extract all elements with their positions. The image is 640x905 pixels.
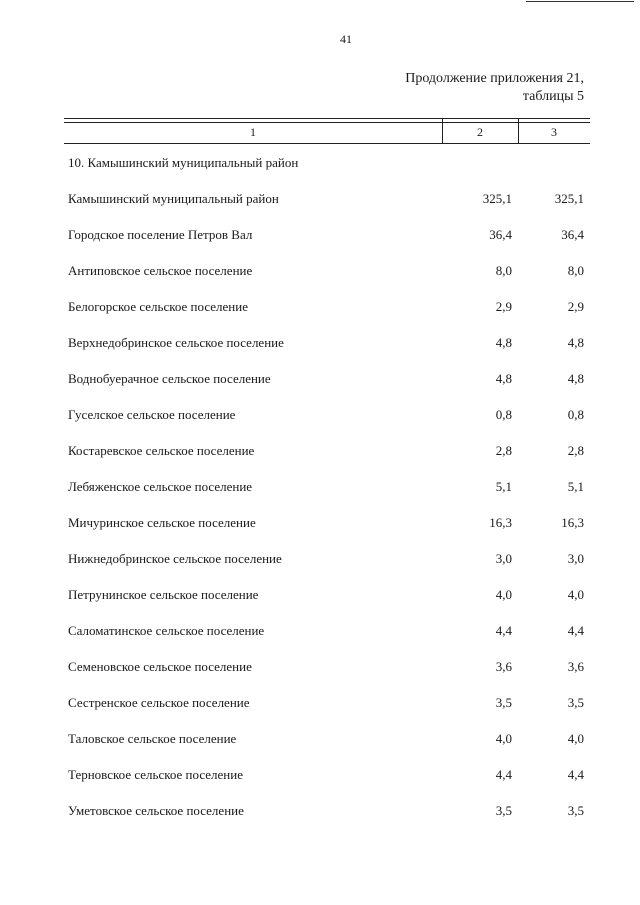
table-row: [0, 334, 640, 352]
row-value-col3: 3,6: [567, 659, 584, 674]
row-value-col3: 36,4: [561, 227, 584, 242]
table-row: [0, 694, 640, 712]
row-value-col3: 16,3: [561, 515, 584, 530]
row-name: Костаревское сельское поселение: [68, 443, 255, 458]
row-value-col2: 3,5: [495, 803, 512, 818]
row-name: Таловское сельское поселение: [68, 731, 237, 746]
table-row: [0, 370, 640, 388]
table-row: [0, 802, 640, 820]
row-value-col3: 2,8: [567, 443, 584, 458]
row-value-col2: 8,0: [495, 263, 512, 278]
table-row: [0, 730, 640, 748]
table-row: [0, 190, 640, 208]
row-value-col2: 2,8: [495, 443, 512, 458]
row-value-col3: 0,8: [567, 407, 584, 422]
top-corner-rule: [526, 1, 634, 2]
row-value-col2: 325,1: [482, 191, 512, 206]
row-value-col2: 2,9: [495, 299, 512, 314]
row-value-col2: 4,8: [495, 335, 512, 350]
row-value-col3: 4,8: [567, 371, 584, 386]
table-row: [0, 406, 640, 424]
column-header-2: 2: [477, 125, 483, 139]
row-value-col3: 325,1: [554, 191, 584, 206]
row-value-col2: 0,8: [495, 407, 512, 422]
column-header-1: 1: [250, 125, 256, 139]
row-name: Саломатинское сельское поселение: [68, 623, 265, 638]
row-value-col3: 2,9: [567, 299, 584, 314]
table-row: [0, 622, 640, 640]
table-row: [0, 478, 640, 496]
header-bottom-rule: [64, 143, 590, 144]
table-row: [0, 514, 640, 532]
row-value-col2: 4,4: [495, 623, 512, 638]
row-name: Мичуринское сельское поселение: [68, 515, 256, 530]
page-number: 41: [340, 32, 352, 46]
row-name: Терновское сельское поселение: [68, 767, 243, 782]
appendix-heading-line1: Продолжение приложения 21,: [405, 71, 584, 86]
column-header-3: 3: [551, 125, 557, 139]
table-row: [0, 766, 640, 784]
table-row: [0, 298, 640, 316]
row-value-col2: 3,0: [495, 551, 512, 566]
appendix-heading: [405, 70, 584, 106]
row-value-col3: 4,0: [567, 587, 584, 602]
row-value-col3: 5,1: [567, 479, 584, 494]
appendix-heading-line2: таблицы 5: [522, 89, 584, 104]
row-name: Уметовское сельское поселение: [68, 803, 244, 818]
table-row: [0, 550, 640, 568]
row-name: Воднобуерачное сельское поселение: [68, 371, 271, 386]
row-value-col2: 4,8: [495, 371, 512, 386]
table-row: [0, 226, 640, 244]
row-name: Городское поселение Петров Вал: [68, 227, 253, 242]
row-name: Гуселское сельское поселение: [68, 407, 236, 422]
row-value-col2: 16,3: [489, 515, 512, 530]
row-name: Лебяженское сельское поселение: [68, 479, 253, 494]
row-value-col3: 8,0: [567, 263, 584, 278]
table-header: [64, 118, 590, 144]
row-name: Семеновское сельское поселение: [68, 659, 252, 674]
row-name: Петрунинское сельское поселение: [68, 587, 259, 602]
row-value-col2: 36,4: [489, 227, 512, 242]
row-value-col3: 3,5: [567, 695, 584, 710]
row-value-col2: 5,1: [495, 479, 512, 494]
row-name: Антиповское сельское поселение: [68, 263, 253, 278]
section-title: 10. Камышинский муниципальный район: [68, 155, 299, 170]
table-row: [0, 442, 640, 460]
row-name: Камышинский муниципальный район: [68, 191, 279, 206]
row-value-col3: 3,0: [567, 551, 584, 566]
row-name: Сестренское сельское поселение: [68, 695, 250, 710]
row-value-col2: 3,6: [495, 659, 512, 674]
row-value-col3: 4,4: [567, 623, 584, 638]
row-value-col3: 4,0: [567, 731, 584, 746]
table-row: [0, 262, 640, 280]
row-value-col3: 4,4: [567, 767, 584, 782]
row-value-col2: 4,0: [495, 731, 512, 746]
row-name: Белогорское сельское поселение: [68, 299, 248, 314]
row-value-col2: 3,5: [495, 695, 512, 710]
row-value-col2: 4,0: [495, 587, 512, 602]
row-name: Нижнедобринское сельское поселение: [68, 551, 282, 566]
table-row: [0, 658, 640, 676]
row-value-col3: 3,5: [567, 803, 584, 818]
row-value-col2: 4,4: [495, 767, 512, 782]
row-name: Верхнедобринское сельское поселение: [68, 335, 284, 350]
table-row: [0, 586, 640, 604]
header-top-rule: [64, 118, 590, 119]
row-value-col3: 4,8: [567, 335, 584, 350]
